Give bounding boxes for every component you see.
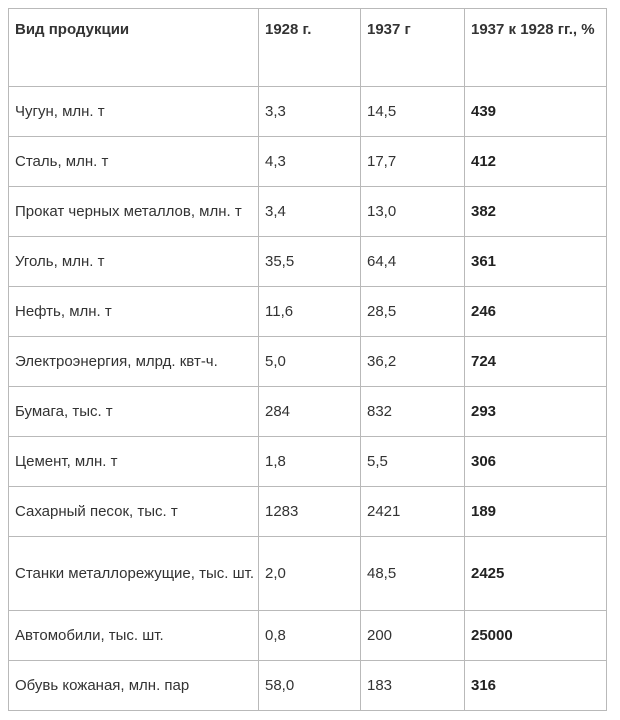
table-row	[9, 337, 607, 387]
product-name: Станки металлорежущие, тыс. шт.	[9, 537, 259, 611]
header-row	[9, 9, 607, 87]
value-1928: 58,0	[259, 661, 361, 711]
product-name: Цемент, млн. т	[9, 437, 259, 487]
product-name: Прокат черных металлов, млн. т	[9, 187, 259, 237]
table-row	[9, 611, 607, 661]
product-name: Бумага, тыс. т	[9, 387, 259, 437]
production-table	[8, 8, 607, 711]
table-row	[9, 287, 607, 337]
value-1937: 28,5	[361, 287, 465, 337]
product-name: Сахарный песок, тыс. т	[9, 487, 259, 537]
value-1937: 48,5	[361, 537, 465, 611]
header-product-type: Вид продукции	[9, 9, 259, 87]
ratio-percent: 412	[465, 137, 607, 187]
value-1937: 2421	[361, 487, 465, 537]
value-1928: 284	[259, 387, 361, 437]
value-1928: 5,0	[259, 337, 361, 387]
value-1937: 5,5	[361, 437, 465, 487]
value-1928: 4,3	[259, 137, 361, 187]
ratio-percent: 2425	[465, 537, 607, 611]
product-name: Электроэнергия, млрд. квт-ч.	[9, 337, 259, 387]
table-row	[9, 487, 607, 537]
product-name: Чугун, млн. т	[9, 87, 259, 137]
header-ratio-percent: 1937 к 1928 гг., %	[465, 9, 607, 87]
value-1928: 0,8	[259, 611, 361, 661]
product-name: Нефть, млн. т	[9, 287, 259, 337]
product-name: Обувь кожаная, млн. пар	[9, 661, 259, 711]
table-row	[9, 87, 607, 137]
ratio-percent: 189	[465, 487, 607, 537]
ratio-percent: 306	[465, 437, 607, 487]
table-row	[9, 537, 607, 611]
ratio-percent: 439	[465, 87, 607, 137]
value-1928: 2,0	[259, 537, 361, 611]
ratio-percent: 382	[465, 187, 607, 237]
value-1937: 14,5	[361, 87, 465, 137]
value-1937: 13,0	[361, 187, 465, 237]
value-1937: 17,7	[361, 137, 465, 187]
value-1928: 3,4	[259, 187, 361, 237]
value-1937: 64,4	[361, 237, 465, 287]
table-row	[9, 661, 607, 711]
ratio-percent: 361	[465, 237, 607, 287]
product-name: Сталь, млн. т	[9, 137, 259, 187]
table-row	[9, 237, 607, 287]
value-1937: 200	[361, 611, 465, 661]
table-row	[9, 437, 607, 487]
product-name: Уголь, млн. т	[9, 237, 259, 287]
ratio-percent: 246	[465, 287, 607, 337]
header-1937: 1937 г	[361, 9, 465, 87]
header-1928: 1928 г.	[259, 9, 361, 87]
ratio-percent: 25000	[465, 611, 607, 661]
ratio-percent: 293	[465, 387, 607, 437]
value-1928: 35,5	[259, 237, 361, 287]
value-1928: 3,3	[259, 87, 361, 137]
value-1937: 183	[361, 661, 465, 711]
value-1928: 11,6	[259, 287, 361, 337]
value-1928: 1,8	[259, 437, 361, 487]
table-row	[9, 187, 607, 237]
ratio-percent: 724	[465, 337, 607, 387]
table-row	[9, 387, 607, 437]
value-1937: 832	[361, 387, 465, 437]
ratio-percent: 316	[465, 661, 607, 711]
value-1937: 36,2	[361, 337, 465, 387]
product-name: Автомобили, тыс. шт.	[9, 611, 259, 661]
value-1928: 1283	[259, 487, 361, 537]
table-row	[9, 137, 607, 187]
